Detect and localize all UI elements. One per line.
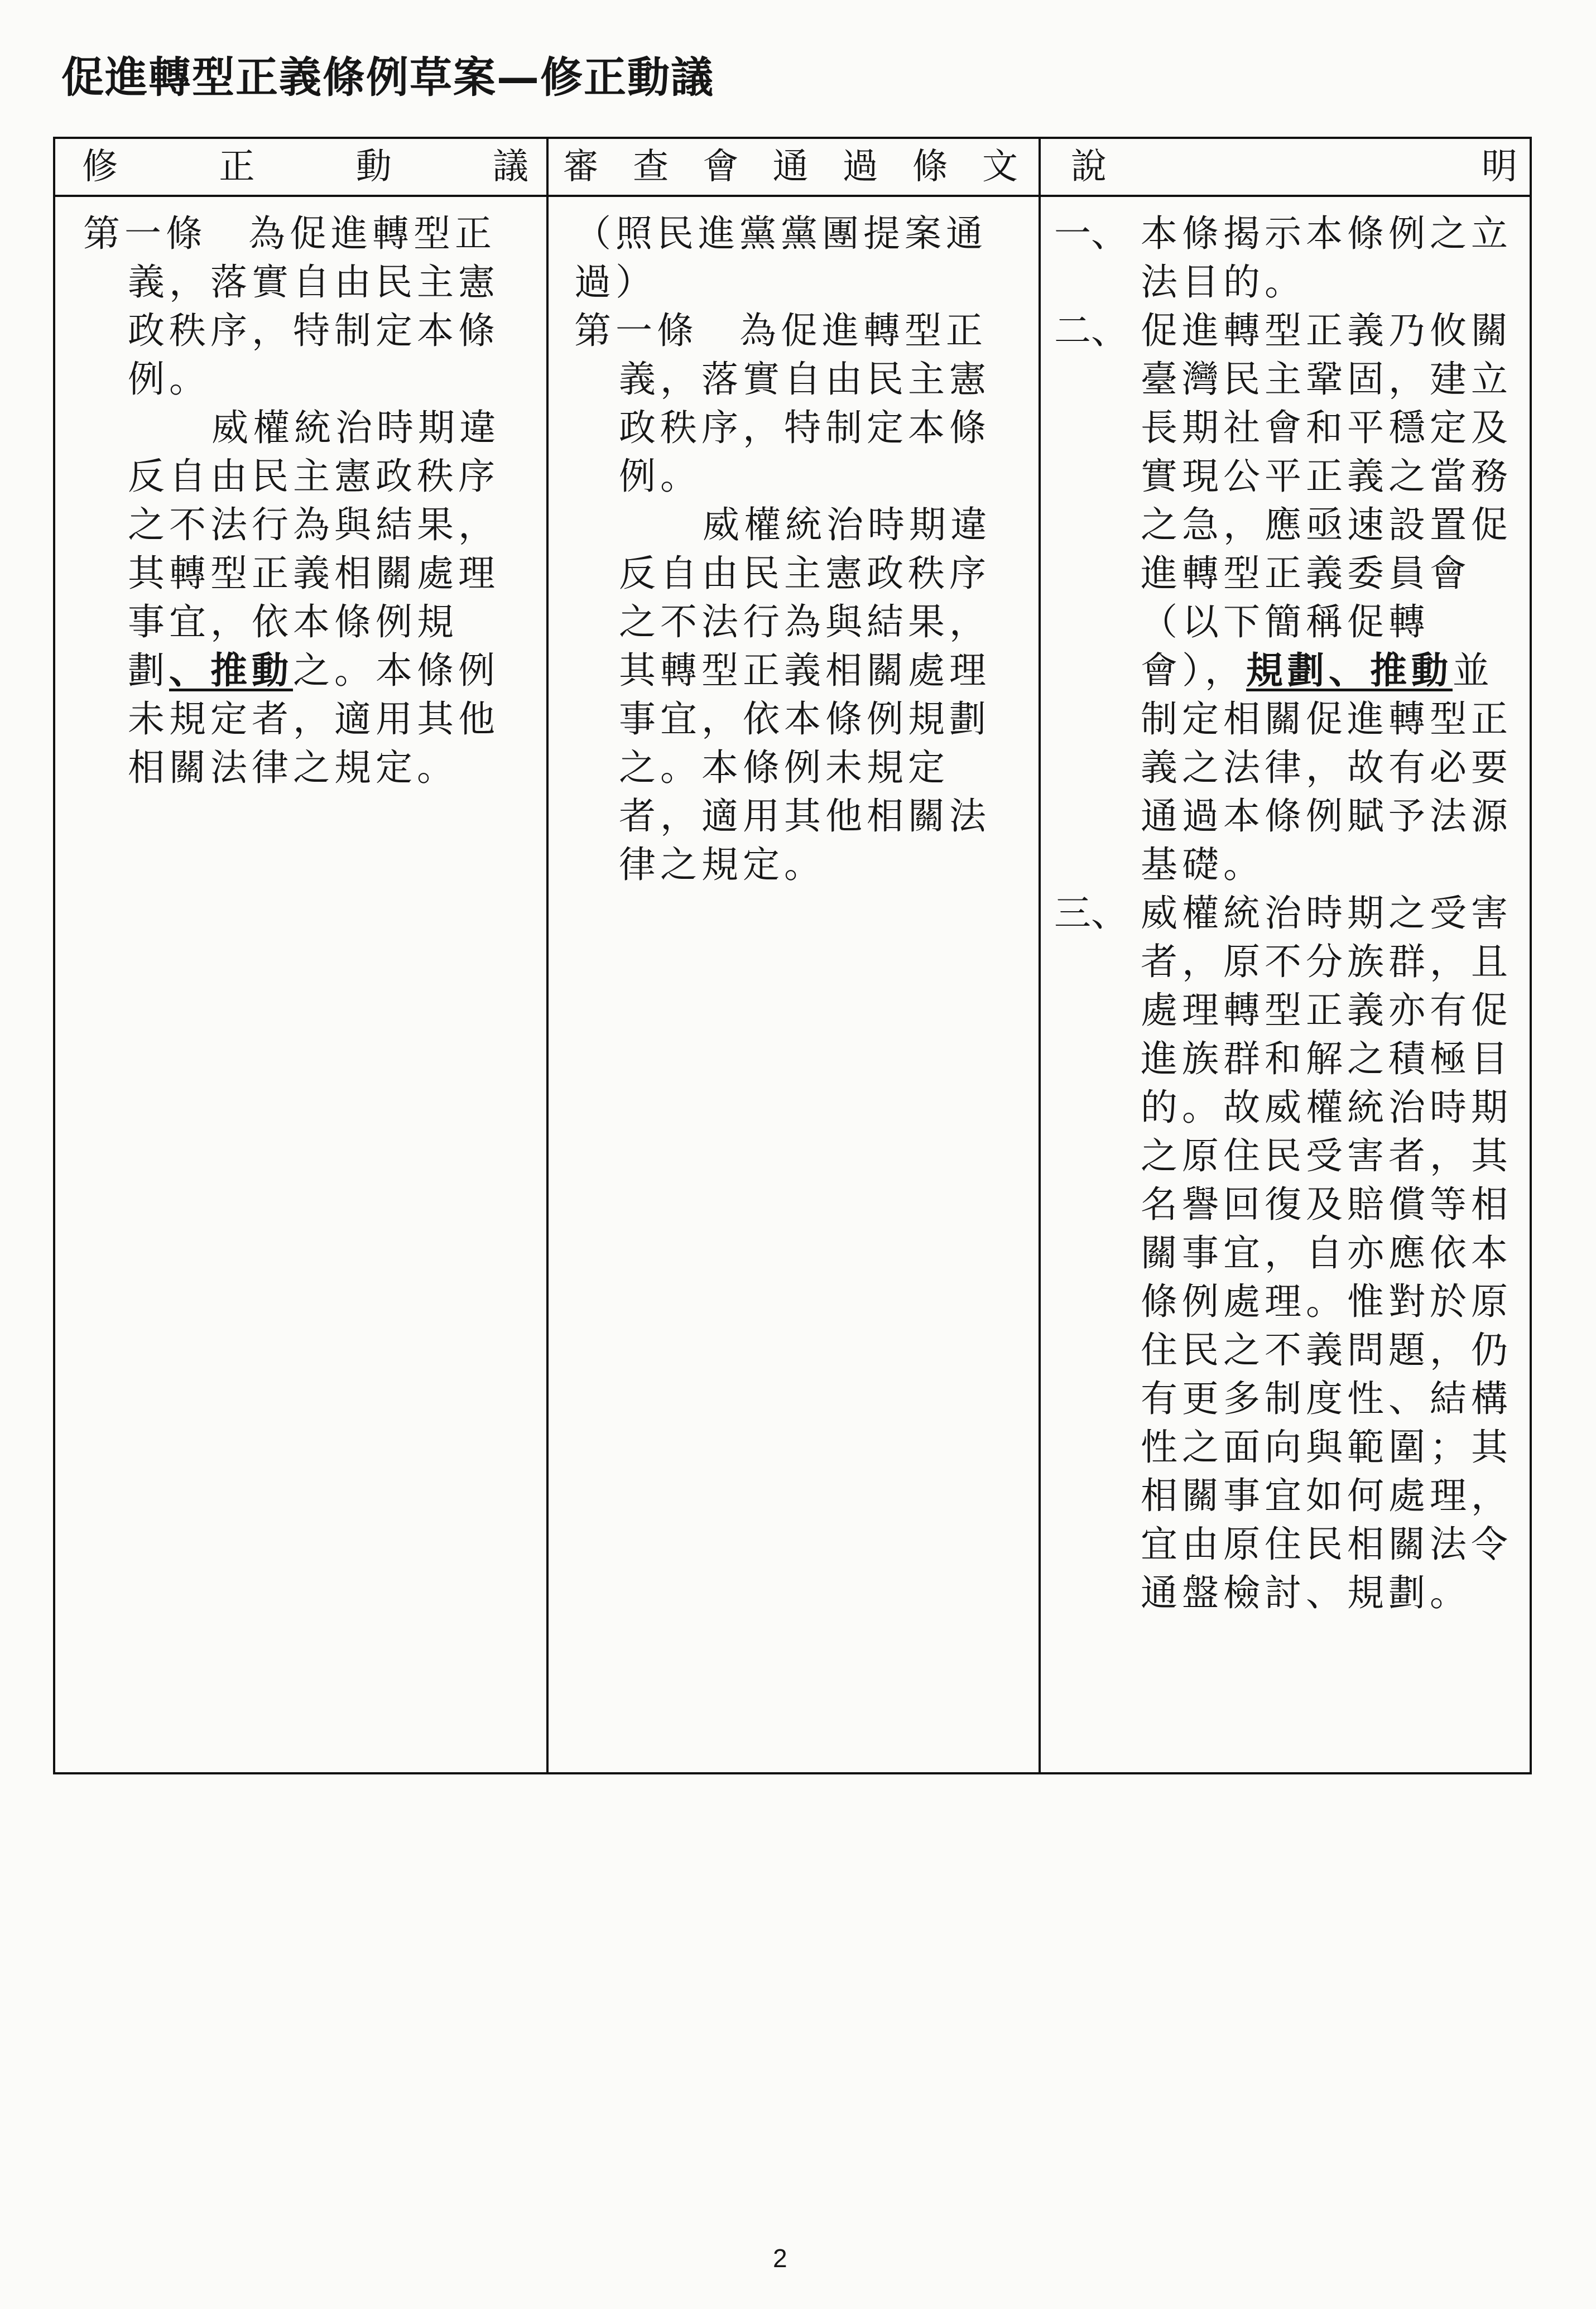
- header-committee-text: 審 查 會 通 過 條 文: [563, 146, 1018, 187]
- amended-phrase: 、推動: [169, 648, 293, 692]
- article-1-para-2: 威權統治時期違反自由民主憲政秩序之不法行為與結果，其轉型正義相關處理事宜，依本條例規劃、推動之。本條例未規定者，適用其他相關法律之規定。: [128, 406, 501, 789]
- amendment-table: [53, 137, 1532, 1774]
- header-amendment: 修 正 動 議: [82, 146, 528, 187]
- explanation-cell: [1054, 197, 1528, 1772]
- column-divider: [1039, 139, 1041, 1772]
- explanation-item-2: 二、 促進轉型正義乃攸關臺灣民主鞏固，建立長期社會和平穩定及實現公平正義之當務之急，應亟速設置促進轉型正義委員會（以下簡稱促轉會），規劃、推動並制定相關促進轉型正義之法律，故有必要通過本條例賦予法源基礎。: [1054, 309, 1512, 886]
- amendment-cell: [83, 197, 535, 1772]
- column-divider: [546, 139, 549, 1772]
- article-1-para-1: 第一條 為促進轉型正義，落實自由民主憲政秩序，特制定本條例。: [83, 212, 499, 401]
- committee-note: （照民進黨黨團提案通過）: [574, 212, 987, 304]
- header-explanation: 說 明: [1071, 146, 1517, 187]
- committee-cell: [574, 197, 1029, 1772]
- amended-phrase: 規劃、推動: [1246, 648, 1453, 692]
- explanation-item-1: 一、 本條揭示本條例之立法目的。: [1054, 212, 1512, 304]
- document-title: 促進轉型正義條例草案—修正動議: [61, 52, 714, 102]
- committee-article-1-para-1: 第一條 為促進轉型正義，落實自由民主憲政秩序，特制定本條例。: [574, 309, 991, 498]
- explanation-item-3: 三、 威權統治時期之受害者，原不分族群，且處理轉型正義亦有促進族群和解之積極目的。故威權統治時期之原住民受害者，其名譽回復及賠償等相關事宜，自亦應依本條例處理。惟對於原住民之不義問題，仍有更多制度性、結構性之面向與範圍；其相關事宜如何處理，宜由原住民相關法令通盤檢討、規劃。: [1054, 892, 1512, 1614]
- committee-article-1-para-2: 威權統治時期違反自由民主憲政秩序之不法行為與結果，其轉型正義相關處理事宜，依本條例規劃之。本條例未規定者，適用其他相關法律之規定。: [619, 503, 992, 886]
- page-number: 2: [773, 2244, 787, 2273]
